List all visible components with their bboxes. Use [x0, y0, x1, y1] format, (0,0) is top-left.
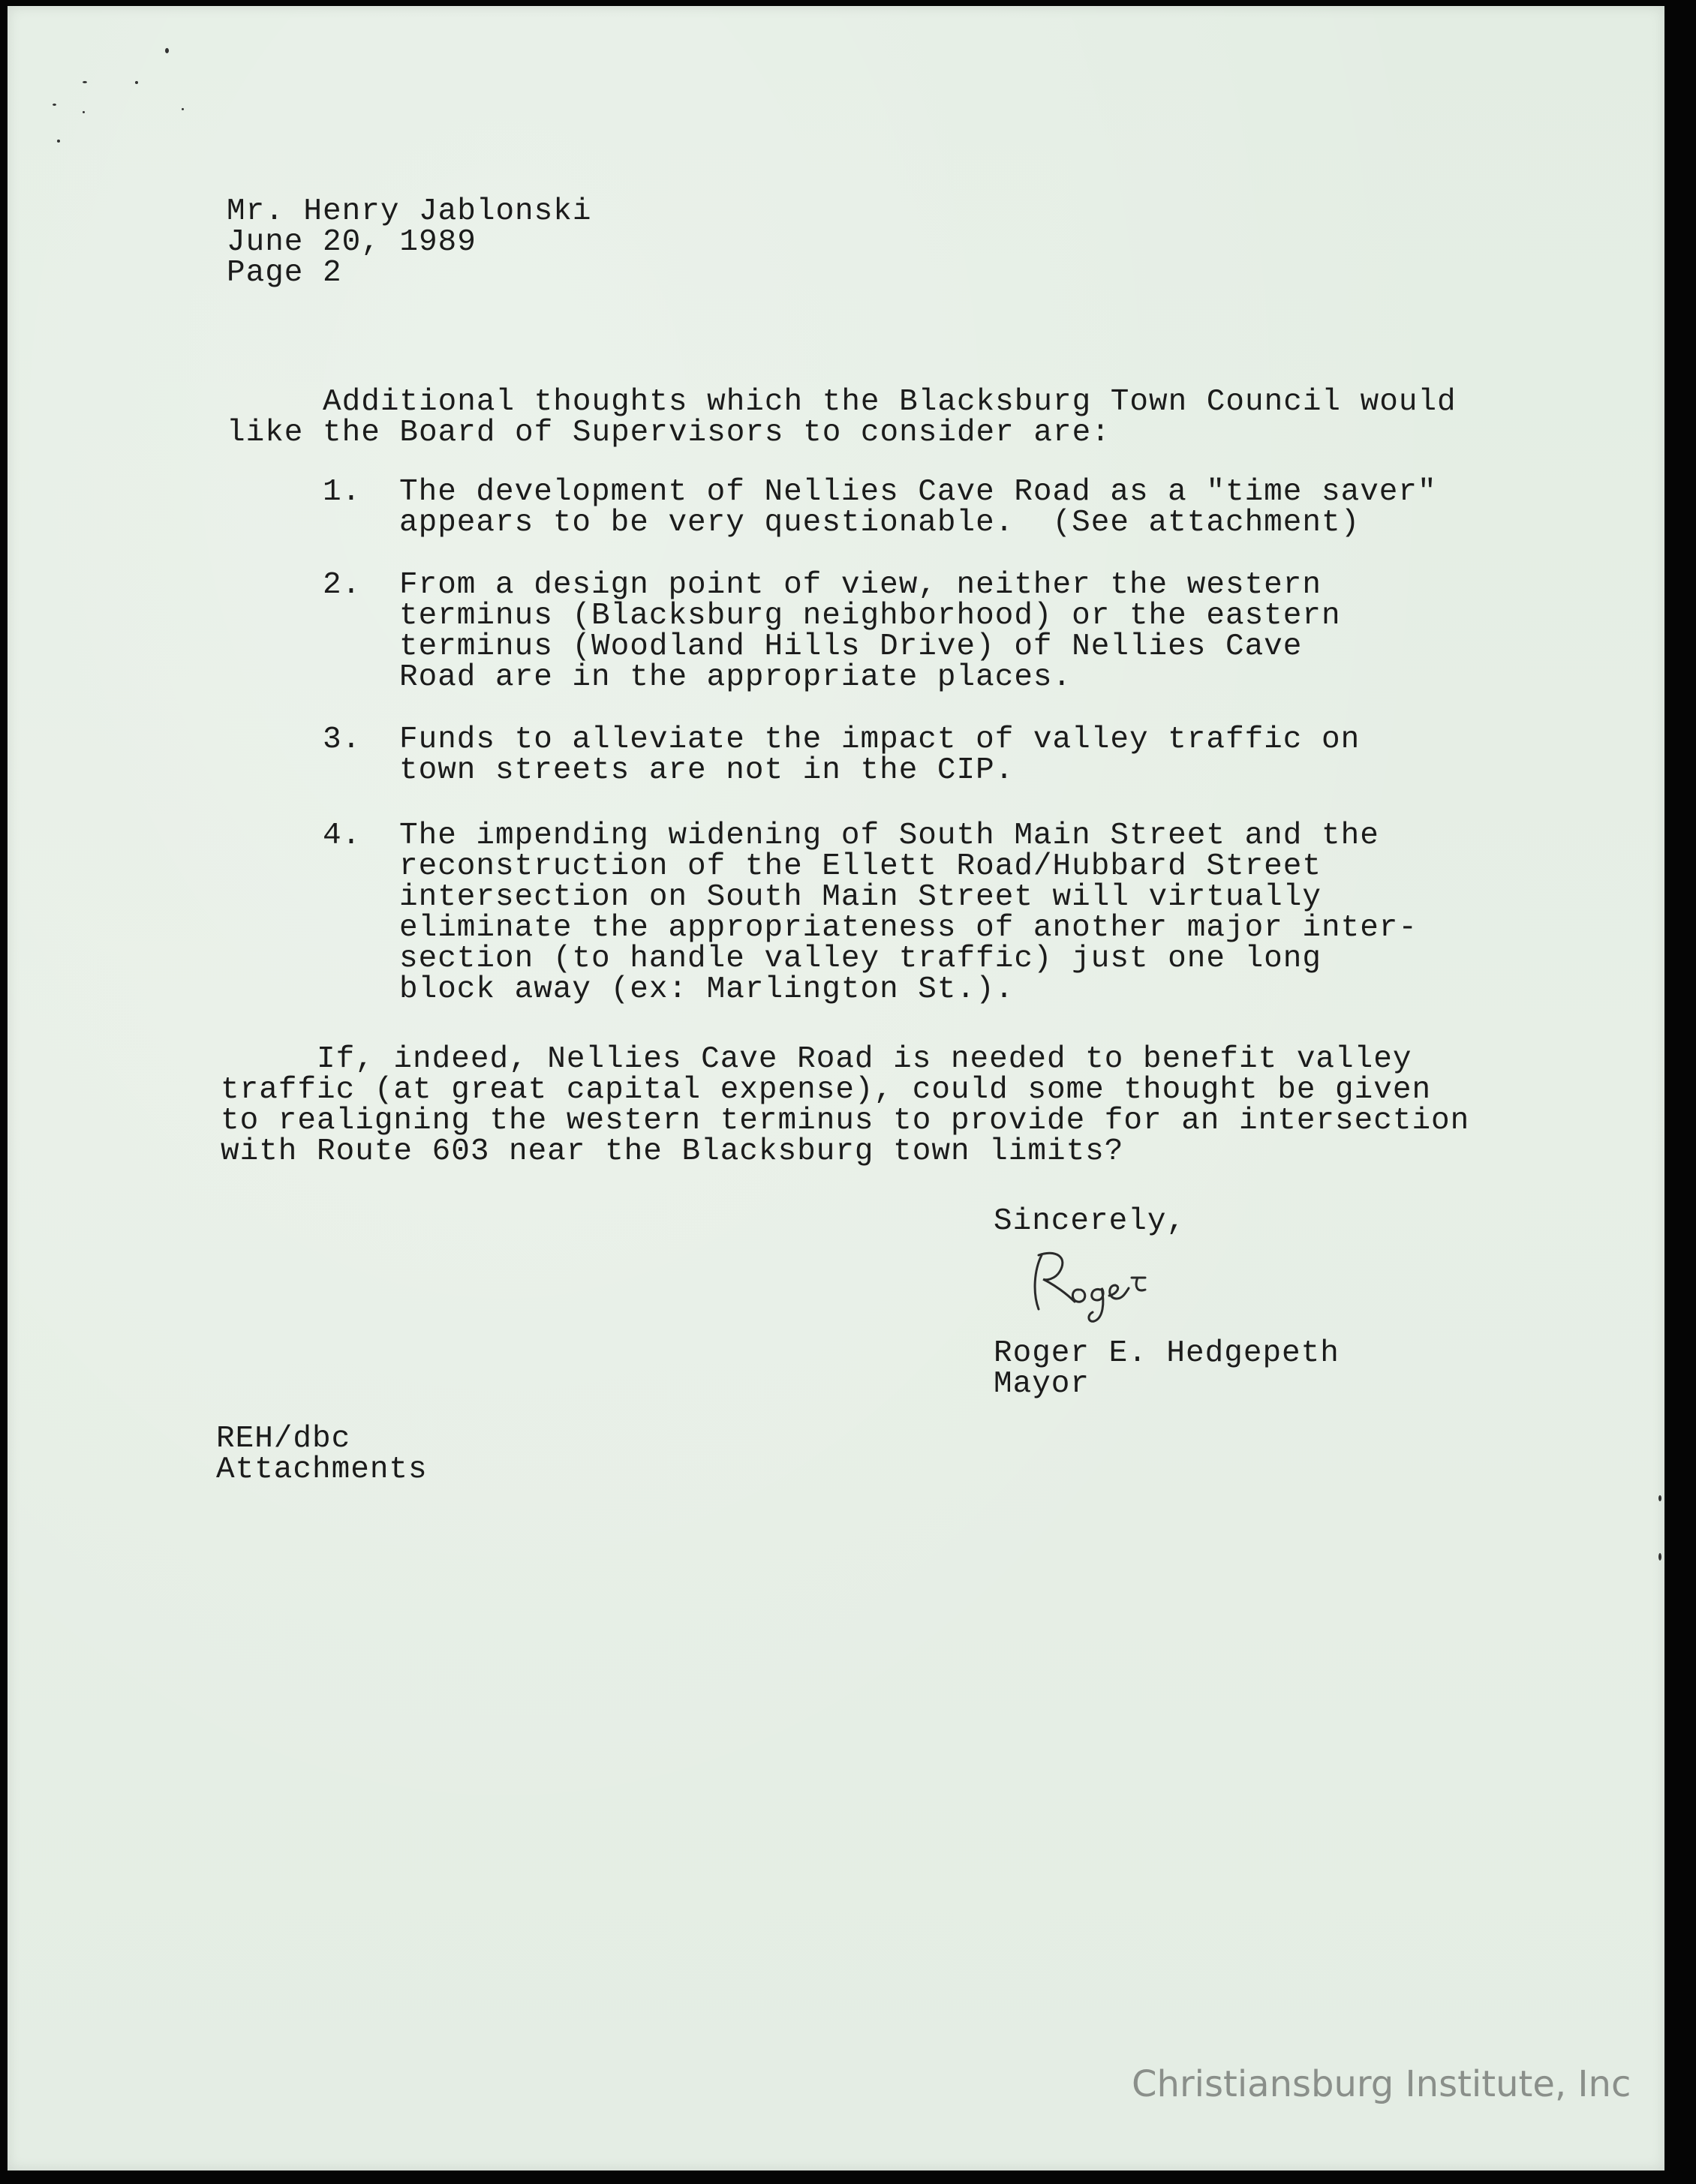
- speck: [57, 140, 60, 143]
- speck: [53, 104, 56, 106]
- watermark: Christiansburg Institute, Inc: [1132, 2063, 1631, 2105]
- closing-paragraph-line: with Route 603 near the Blacksburg town limits?: [221, 1134, 1124, 1169]
- speck: [1658, 1495, 1661, 1501]
- speck: [182, 108, 184, 110]
- intro-line-1: Additional thoughts which the Blacksburg Town Council would: [227, 385, 1457, 419]
- list-item-line: reconstruction of the Ellett Road/Hubbard Street: [399, 849, 1322, 884]
- letter-paper: [8, 6, 1664, 2170]
- signer-name: Roger E. Hedgepeth: [994, 1336, 1340, 1371]
- signature: [1025, 1240, 1175, 1330]
- closing-paragraph-line: If, indeed, Nellies Cave Road is needed to benefit valley: [221, 1042, 1412, 1077]
- closing-paragraph-line: traffic (at great capital expense), could some thought be given: [221, 1073, 1432, 1107]
- enclosures-note: Attachments: [216, 1452, 428, 1487]
- closing-paragraph-line: to realigning the western terminus to provide for an intersection: [221, 1104, 1470, 1138]
- page-number: Page 2: [227, 256, 342, 290]
- list-item-line: intersection on South Main Street will virtually: [399, 880, 1322, 915]
- speck: [83, 81, 87, 83]
- reference-initials: REH/dbc: [216, 1422, 351, 1456]
- intro-line-2: like the Board of Supervisors to consider are:: [227, 416, 1111, 450]
- list-item-line: terminus (Blacksburg neighborhood) or the eastern: [399, 599, 1341, 633]
- speck: [83, 111, 85, 113]
- recipient-name: Mr. Henry Jablonski: [227, 194, 592, 229]
- speck: [135, 81, 138, 84]
- list-item-line: The impending widening of South Main Street and the: [399, 819, 1379, 853]
- list-item-line: section (to handle valley traffic) just one long: [399, 942, 1322, 976]
- list-item-number: 1.: [323, 475, 362, 509]
- list-item-line: block away (ex: Marlington St.).: [399, 972, 1015, 1007]
- complimentary-close: Sincerely,: [994, 1204, 1186, 1239]
- list-item-line: From a design point of view, neither the western: [399, 568, 1322, 602]
- speck: [1658, 1553, 1661, 1561]
- list-item-line: town streets are not in the CIP.: [399, 753, 1015, 788]
- list-item-line: Funds to alleviate the impact of valley traffic on: [399, 722, 1361, 757]
- list-item-line: eliminate the appropriateness of another major inter-: [399, 911, 1418, 945]
- list-item-number: 4.: [323, 819, 362, 853]
- letter-date: June 20, 1989: [227, 225, 477, 260]
- list-item-line: The development of Nellies Cave Road as a "time saver": [399, 475, 1437, 509]
- list-item-line: appears to be very questionable. (See attachment): [399, 506, 1361, 540]
- list-item-number: 2.: [323, 568, 362, 602]
- signer-title: Mayor: [994, 1367, 1090, 1401]
- list-item-number: 3.: [323, 722, 362, 757]
- list-item-line: Road are in the appropriate places.: [399, 660, 1072, 695]
- list-item-line: terminus (Woodland Hills Drive) of Nellies Cave: [399, 629, 1303, 664]
- speck: [165, 48, 169, 53]
